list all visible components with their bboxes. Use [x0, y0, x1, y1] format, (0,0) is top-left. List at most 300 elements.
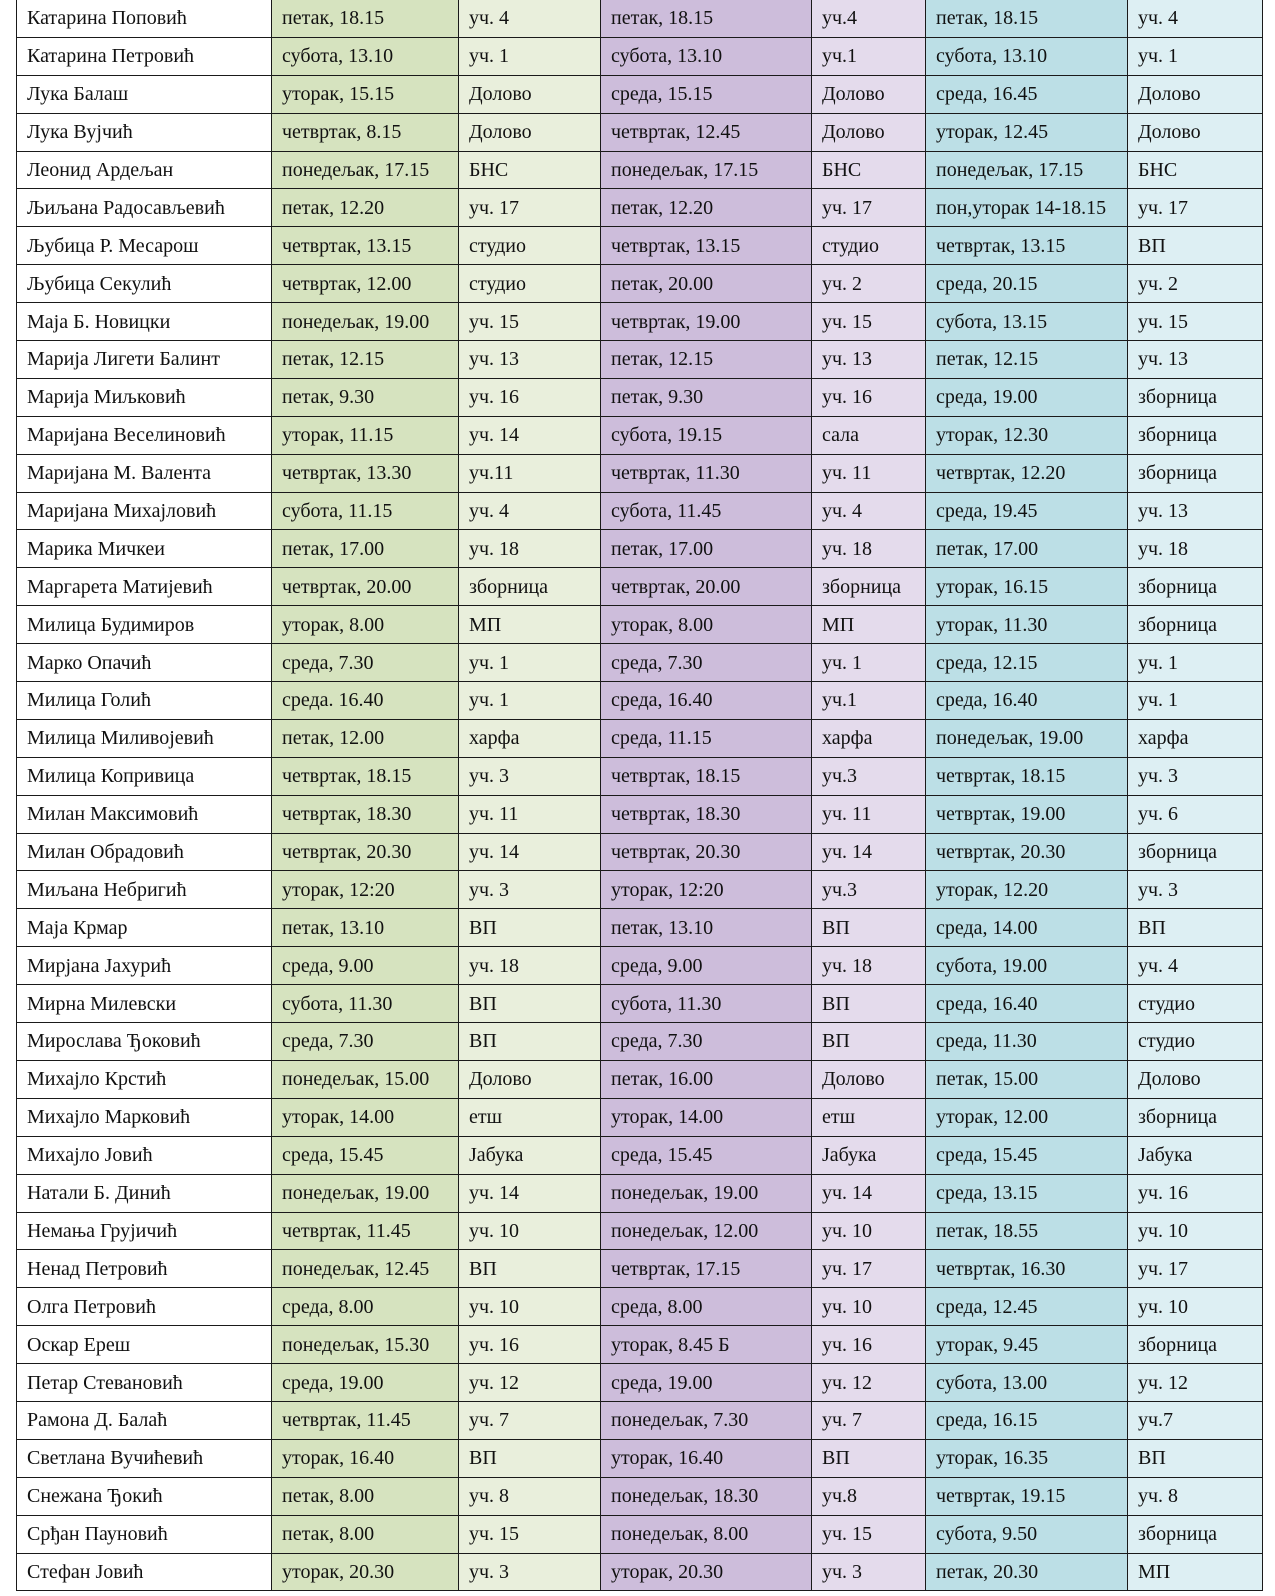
time-1-cell: петак, 9.30 [272, 378, 459, 416]
room-3-cell: уч. 1 [1128, 682, 1263, 720]
room-3-cell: зборница [1128, 454, 1263, 492]
time-1-cell: среда, 8.00 [272, 1288, 459, 1326]
room-1-cell: уч. 14 [459, 416, 601, 454]
time-1-cell: среда, 7.30 [272, 1023, 459, 1061]
time-1-cell: среда, 7.30 [272, 644, 459, 682]
room-2-cell: уч. 16 [812, 1326, 926, 1364]
room-2-cell: уч.1 [812, 37, 926, 75]
time-1-cell: петак, 12.15 [272, 341, 459, 379]
time-3-cell: уторак, 12.30 [926, 416, 1128, 454]
teacher-name-cell: Снежана Ђокић [17, 1477, 272, 1515]
time-2-cell: четвртак, 12.45 [601, 113, 812, 151]
room-1-cell: уч. 17 [459, 189, 601, 227]
time-2-cell: понедељак, 19.00 [601, 1174, 812, 1212]
room-2-cell: уч. 18 [812, 947, 926, 985]
table-row [17, 1136, 1263, 1174]
room-2-cell: Јабука [812, 1136, 926, 1174]
room-3-cell: зборница [1128, 416, 1263, 454]
table-row [17, 189, 1263, 227]
room-3-cell: уч. 2 [1128, 265, 1263, 303]
time-1-cell: уторак, 20.30 [272, 1553, 459, 1591]
time-2-cell: четвртак, 20.30 [601, 833, 812, 871]
room-1-cell: МП [459, 606, 601, 644]
time-3-cell: петак, 12.15 [926, 341, 1128, 379]
room-3-cell: Долово [1128, 75, 1263, 113]
time-2-cell: четвртак, 20.00 [601, 568, 812, 606]
time-1-cell: петак, 18.15 [272, 0, 459, 37]
room-3-cell: зборница [1128, 568, 1263, 606]
time-2-cell: уторак, 12:20 [601, 871, 812, 909]
time-2-cell: петак, 20.00 [601, 265, 812, 303]
room-2-cell: зборница [812, 568, 926, 606]
table-row [17, 530, 1263, 568]
room-2-cell: уч. 14 [812, 1174, 926, 1212]
room-3-cell: уч.7 [1128, 1401, 1263, 1439]
time-1-cell: понедељак, 19.00 [272, 1174, 459, 1212]
table-row [17, 1401, 1263, 1439]
table-row [17, 416, 1263, 454]
time-2-cell: петак, 12.20 [601, 189, 812, 227]
time-2-cell: четвртак, 18.15 [601, 757, 812, 795]
room-2-cell: уч.3 [812, 757, 926, 795]
room-1-cell: уч. 12 [459, 1364, 601, 1402]
teacher-name-cell: Рамона Д. Балаћ [17, 1401, 272, 1439]
room-2-cell: харфа [812, 719, 926, 757]
room-1-cell: ВП [459, 909, 601, 947]
room-3-cell: студио [1128, 985, 1263, 1023]
teacher-name-cell: Катарина Поповић [17, 0, 272, 37]
time-2-cell: субота, 11.30 [601, 985, 812, 1023]
room-2-cell: уч. 17 [812, 1250, 926, 1288]
time-3-cell: уторак, 9.45 [926, 1326, 1128, 1364]
table-row [17, 757, 1263, 795]
room-1-cell: уч. 14 [459, 1174, 601, 1212]
time-3-cell: уторак, 12.45 [926, 113, 1128, 151]
time-2-cell: понедељак, 17.15 [601, 151, 812, 189]
table-row [17, 1212, 1263, 1250]
time-2-cell: понедељак, 18.30 [601, 1477, 812, 1515]
table-row [17, 1553, 1263, 1591]
room-1-cell: БНС [459, 151, 601, 189]
room-2-cell: уч. 7 [812, 1401, 926, 1439]
teacher-name-cell: Милица Миливојевић [17, 719, 272, 757]
time-3-cell: среда, 16.40 [926, 682, 1128, 720]
time-2-cell: среда, 7.30 [601, 1023, 812, 1061]
table-row [17, 644, 1263, 682]
time-1-cell: среда, 9.00 [272, 947, 459, 985]
time-2-cell: четвртак, 18.30 [601, 795, 812, 833]
room-1-cell: ВП [459, 1250, 601, 1288]
room-3-cell: уч. 4 [1128, 0, 1263, 37]
time-2-cell: петак, 12.15 [601, 341, 812, 379]
time-2-cell: четвртак, 19.00 [601, 303, 812, 341]
room-2-cell: уч.8 [812, 1477, 926, 1515]
time-3-cell: среда, 11.30 [926, 1023, 1128, 1061]
room-3-cell: ВП [1128, 909, 1263, 947]
time-1-cell: петак, 12.00 [272, 719, 459, 757]
room-1-cell: уч. 18 [459, 947, 601, 985]
teacher-name-cell: Маја Б. Новицки [17, 303, 272, 341]
time-2-cell: среда, 15.45 [601, 1136, 812, 1174]
room-3-cell: уч. 4 [1128, 947, 1263, 985]
teacher-name-cell: Маргарета Матијевић [17, 568, 272, 606]
teacher-name-cell: Немања Грујичић [17, 1212, 272, 1250]
teacher-name-cell: Катарина Петровић [17, 37, 272, 75]
room-2-cell: ВП [812, 1023, 926, 1061]
time-2-cell: среда, 9.00 [601, 947, 812, 985]
time-3-cell: петак, 20.30 [926, 1553, 1128, 1591]
time-1-cell: четвртак, 11.45 [272, 1212, 459, 1250]
time-2-cell: понедељак, 8.00 [601, 1515, 812, 1553]
table-row [17, 303, 1263, 341]
room-2-cell: уч. 18 [812, 530, 926, 568]
table-row [17, 378, 1263, 416]
schedule-body [17, 0, 1263, 1591]
table-row [17, 909, 1263, 947]
time-1-cell: уторак, 16.40 [272, 1439, 459, 1477]
table-row [17, 1250, 1263, 1288]
table-row [17, 37, 1263, 75]
teacher-name-cell: Светлана Вучићевић [17, 1439, 272, 1477]
teacher-name-cell: Милица Голић [17, 682, 272, 720]
teacher-name-cell: Милан Обрадовић [17, 833, 272, 871]
room-2-cell: уч. 11 [812, 454, 926, 492]
time-1-cell: субота, 11.15 [272, 492, 459, 530]
teacher-name-cell: Олга Петровић [17, 1288, 272, 1326]
room-2-cell: уч.4 [812, 0, 926, 37]
time-2-cell: петак, 13.10 [601, 909, 812, 947]
room-1-cell: уч. 8 [459, 1477, 601, 1515]
time-3-cell: среда, 15.45 [926, 1136, 1128, 1174]
time-1-cell: понедељак, 15.30 [272, 1326, 459, 1364]
time-1-cell: петак, 8.00 [272, 1515, 459, 1553]
room-3-cell: МП [1128, 1553, 1263, 1591]
time-3-cell: понедељак, 19.00 [926, 719, 1128, 757]
room-1-cell: уч. 3 [459, 871, 601, 909]
room-3-cell: зборница [1128, 1515, 1263, 1553]
room-1-cell: уч. 16 [459, 1326, 601, 1364]
teacher-name-cell: Ненад Петровић [17, 1250, 272, 1288]
room-3-cell: зборница [1128, 606, 1263, 644]
table-row [17, 1060, 1263, 1098]
time-1-cell: субота, 13.10 [272, 37, 459, 75]
room-1-cell: уч. 3 [459, 757, 601, 795]
teacher-name-cell: Маја Крмар [17, 909, 272, 947]
teacher-name-cell: Стефан Јовић [17, 1553, 272, 1591]
table-row [17, 0, 1263, 37]
time-3-cell: субота, 13.10 [926, 37, 1128, 75]
room-1-cell: уч. 4 [459, 492, 601, 530]
table-row [17, 1174, 1263, 1212]
time-3-cell: четвртак, 18.15 [926, 757, 1128, 795]
time-3-cell: среда, 19.00 [926, 378, 1128, 416]
teacher-name-cell: Љубица Секулић [17, 265, 272, 303]
table-row [17, 1439, 1263, 1477]
time-1-cell: понедељак, 12.45 [272, 1250, 459, 1288]
time-2-cell: среда, 19.00 [601, 1364, 812, 1402]
teacher-name-cell: Оскар Ереш [17, 1326, 272, 1364]
time-3-cell: четвртак, 16.30 [926, 1250, 1128, 1288]
room-3-cell: харфа [1128, 719, 1263, 757]
time-3-cell: четвртак, 19.00 [926, 795, 1128, 833]
table-row [17, 454, 1263, 492]
teacher-name-cell: Михајло Јовић [17, 1136, 272, 1174]
teacher-name-cell: Мирна Милевски [17, 985, 272, 1023]
time-3-cell: уторак, 11.30 [926, 606, 1128, 644]
time-3-cell: четвртак, 13.15 [926, 227, 1128, 265]
room-2-cell: студио [812, 227, 926, 265]
room-1-cell: уч. 15 [459, 1515, 601, 1553]
table-row [17, 265, 1263, 303]
room-2-cell: етш [812, 1098, 926, 1136]
room-3-cell: уч. 10 [1128, 1288, 1263, 1326]
time-2-cell: понедељак, 12.00 [601, 1212, 812, 1250]
room-1-cell: зборница [459, 568, 601, 606]
time-1-cell: четвртак, 18.30 [272, 795, 459, 833]
teacher-name-cell: Михајло Крстић [17, 1060, 272, 1098]
time-2-cell: уторак, 8.00 [601, 606, 812, 644]
room-1-cell: уч. 10 [459, 1212, 601, 1250]
time-3-cell: петак, 15.00 [926, 1060, 1128, 1098]
time-2-cell: петак, 17.00 [601, 530, 812, 568]
teacher-name-cell: Натали Б. Динић [17, 1174, 272, 1212]
time-1-cell: среда, 19.00 [272, 1364, 459, 1402]
time-2-cell: субота, 19.15 [601, 416, 812, 454]
room-2-cell: Долово [812, 75, 926, 113]
teacher-name-cell: Маријана Веселиновић [17, 416, 272, 454]
room-3-cell: уч. 1 [1128, 37, 1263, 75]
table-row [17, 985, 1263, 1023]
room-1-cell: ВП [459, 985, 601, 1023]
time-1-cell: четвртак, 20.00 [272, 568, 459, 606]
teacher-name-cell: Лука Балаш [17, 75, 272, 113]
room-1-cell: уч. 15 [459, 303, 601, 341]
room-3-cell: уч. 12 [1128, 1364, 1263, 1402]
room-3-cell: ВП [1128, 1439, 1263, 1477]
room-2-cell: ВП [812, 1439, 926, 1477]
room-2-cell: МП [812, 606, 926, 644]
room-1-cell: уч. 11 [459, 795, 601, 833]
table-row [17, 113, 1263, 151]
room-2-cell: уч. 15 [812, 1515, 926, 1553]
time-2-cell: уторак, 14.00 [601, 1098, 812, 1136]
room-3-cell: ВП [1128, 227, 1263, 265]
room-3-cell: уч. 18 [1128, 530, 1263, 568]
time-3-cell: пон,уторак 14-18.15 [926, 189, 1128, 227]
teacher-name-cell: Маријана Михајловић [17, 492, 272, 530]
time-2-cell: петак, 9.30 [601, 378, 812, 416]
room-1-cell: ВП [459, 1439, 601, 1477]
room-2-cell: уч. 13 [812, 341, 926, 379]
room-2-cell: уч. 16 [812, 378, 926, 416]
room-3-cell: уч. 16 [1128, 1174, 1263, 1212]
table-row [17, 719, 1263, 757]
table-row [17, 492, 1263, 530]
room-1-cell: студио [459, 265, 601, 303]
room-1-cell: уч. 13 [459, 341, 601, 379]
table-row [17, 227, 1263, 265]
time-1-cell: уторак, 15.15 [272, 75, 459, 113]
time-3-cell: среда, 16.45 [926, 75, 1128, 113]
time-1-cell: среда. 16.40 [272, 682, 459, 720]
time-1-cell: четвртак, 18.15 [272, 757, 459, 795]
time-3-cell: субота, 9.50 [926, 1515, 1128, 1553]
room-3-cell: уч. 3 [1128, 757, 1263, 795]
room-3-cell: уч. 13 [1128, 492, 1263, 530]
teacher-name-cell: Марија Лигети Балинт [17, 341, 272, 379]
time-1-cell: уторак, 8.00 [272, 606, 459, 644]
time-2-cell: уторак, 20.30 [601, 1553, 812, 1591]
teacher-name-cell: Лука Вујчић [17, 113, 272, 151]
table-row [17, 1098, 1263, 1136]
time-1-cell: уторак, 11.15 [272, 416, 459, 454]
room-2-cell: уч.1 [812, 682, 926, 720]
room-2-cell: Долово [812, 1060, 926, 1098]
time-1-cell: четвртак, 11.45 [272, 1401, 459, 1439]
teacher-name-cell: Марко Опачић [17, 644, 272, 682]
table-row [17, 341, 1263, 379]
time-1-cell: петак, 8.00 [272, 1477, 459, 1515]
teacher-name-cell: Срђан Пауновић [17, 1515, 272, 1553]
time-3-cell: уторак, 12.20 [926, 871, 1128, 909]
teacher-name-cell: Петар Стевановић [17, 1364, 272, 1402]
room-2-cell: уч. 10 [812, 1212, 926, 1250]
time-1-cell: понедељак, 17.15 [272, 151, 459, 189]
time-1-cell: понедељак, 19.00 [272, 303, 459, 341]
time-3-cell: петак, 17.00 [926, 530, 1128, 568]
room-3-cell: уч. 10 [1128, 1212, 1263, 1250]
teacher-name-cell: Михајло Марковић [17, 1098, 272, 1136]
time-3-cell: уторак, 12.00 [926, 1098, 1128, 1136]
time-2-cell: субота, 13.10 [601, 37, 812, 75]
room-3-cell: уч. 8 [1128, 1477, 1263, 1515]
table-row [17, 606, 1263, 644]
time-1-cell: понедељак, 15.00 [272, 1060, 459, 1098]
room-3-cell: уч. 15 [1128, 303, 1263, 341]
time-3-cell: четвртак, 19.15 [926, 1477, 1128, 1515]
table-row [17, 947, 1263, 985]
teacher-name-cell: Марика Мичкеи [17, 530, 272, 568]
table-row [17, 1477, 1263, 1515]
time-2-cell: среда, 16.40 [601, 682, 812, 720]
room-3-cell: зборница [1128, 1326, 1263, 1364]
time-1-cell: среда, 15.45 [272, 1136, 459, 1174]
room-1-cell: уч. 3 [459, 1553, 601, 1591]
time-3-cell: четвртак, 20.30 [926, 833, 1128, 871]
time-1-cell: четвртак, 12.00 [272, 265, 459, 303]
time-2-cell: четвртак, 11.30 [601, 454, 812, 492]
time-1-cell: уторак, 12:20 [272, 871, 459, 909]
teacher-name-cell: Мирјана Јахурић [17, 947, 272, 985]
room-1-cell: уч. 1 [459, 37, 601, 75]
time-3-cell: среда, 14.00 [926, 909, 1128, 947]
room-2-cell: уч. 14 [812, 833, 926, 871]
time-2-cell: понедељак, 7.30 [601, 1401, 812, 1439]
room-3-cell: Долово [1128, 113, 1263, 151]
room-3-cell: студио [1128, 1023, 1263, 1061]
time-2-cell: петак, 18.15 [601, 0, 812, 37]
room-1-cell: Долово [459, 113, 601, 151]
teacher-name-cell: Мирослава Ђоковић [17, 1023, 272, 1061]
time-3-cell: среда, 19.45 [926, 492, 1128, 530]
room-2-cell: ВП [812, 909, 926, 947]
room-1-cell: уч. 1 [459, 644, 601, 682]
room-3-cell: уч. 1 [1128, 644, 1263, 682]
time-2-cell: субота, 11.45 [601, 492, 812, 530]
time-3-cell: петак, 18.15 [926, 0, 1128, 37]
time-3-cell: среда, 20.15 [926, 265, 1128, 303]
room-3-cell: Јабука [1128, 1136, 1263, 1174]
room-3-cell: Долово [1128, 1060, 1263, 1098]
teacher-name-cell: Марија Миљковић [17, 378, 272, 416]
time-2-cell: петак, 16.00 [601, 1060, 812, 1098]
time-1-cell: уторак, 14.00 [272, 1098, 459, 1136]
teacher-name-cell: Милица Копривица [17, 757, 272, 795]
room-3-cell: уч. 17 [1128, 189, 1263, 227]
time-3-cell: уторак, 16.35 [926, 1439, 1128, 1477]
room-3-cell: зборница [1128, 378, 1263, 416]
time-3-cell: субота, 13.00 [926, 1364, 1128, 1402]
time-2-cell: среда, 8.00 [601, 1288, 812, 1326]
teacher-name-cell: Милица Будимиров [17, 606, 272, 644]
room-3-cell: уч. 17 [1128, 1250, 1263, 1288]
room-2-cell: уч. 3 [812, 1553, 926, 1591]
room-1-cell: харфа [459, 719, 601, 757]
room-2-cell: уч. 17 [812, 189, 926, 227]
room-1-cell: ВП [459, 1023, 601, 1061]
time-1-cell: четвртак, 13.15 [272, 227, 459, 265]
time-3-cell: среда, 16.15 [926, 1401, 1128, 1439]
teacher-name-cell: Љиљана Радосављевић [17, 189, 272, 227]
room-2-cell: уч. 11 [812, 795, 926, 833]
room-1-cell: уч.11 [459, 454, 601, 492]
time-2-cell: уторак, 16.40 [601, 1439, 812, 1477]
time-1-cell: петак, 12.20 [272, 189, 459, 227]
room-1-cell: уч. 14 [459, 833, 601, 871]
table-row [17, 833, 1263, 871]
room-1-cell: Долово [459, 75, 601, 113]
table-row [17, 871, 1263, 909]
table-row [17, 568, 1263, 606]
time-3-cell: уторак, 16.15 [926, 568, 1128, 606]
teacher-name-cell: Милан Максимовић [17, 795, 272, 833]
time-2-cell: среда, 7.30 [601, 644, 812, 682]
teacher-name-cell: Миљана Небригић [17, 871, 272, 909]
time-2-cell: среда, 11.15 [601, 719, 812, 757]
room-2-cell: уч. 15 [812, 303, 926, 341]
time-3-cell: среда, 13.15 [926, 1174, 1128, 1212]
room-1-cell: уч. 1 [459, 682, 601, 720]
room-1-cell: студио [459, 227, 601, 265]
time-3-cell: понедељак, 17.15 [926, 151, 1128, 189]
time-3-cell: субота, 19.00 [926, 947, 1128, 985]
table-row [17, 1364, 1263, 1402]
table-row [17, 75, 1263, 113]
room-2-cell: уч.3 [812, 871, 926, 909]
teacher-name-cell: Љубица Р. Месарош [17, 227, 272, 265]
room-1-cell: уч. 18 [459, 530, 601, 568]
time-2-cell: уторак, 8.45 Б [601, 1326, 812, 1364]
room-1-cell: уч. 7 [459, 1401, 601, 1439]
time-1-cell: петак, 17.00 [272, 530, 459, 568]
room-2-cell: ВП [812, 985, 926, 1023]
table-row [17, 795, 1263, 833]
room-3-cell: БНС [1128, 151, 1263, 189]
time-1-cell: четвртак, 13.30 [272, 454, 459, 492]
table-row [17, 151, 1263, 189]
room-1-cell: уч. 10 [459, 1288, 601, 1326]
room-2-cell: Долово [812, 113, 926, 151]
